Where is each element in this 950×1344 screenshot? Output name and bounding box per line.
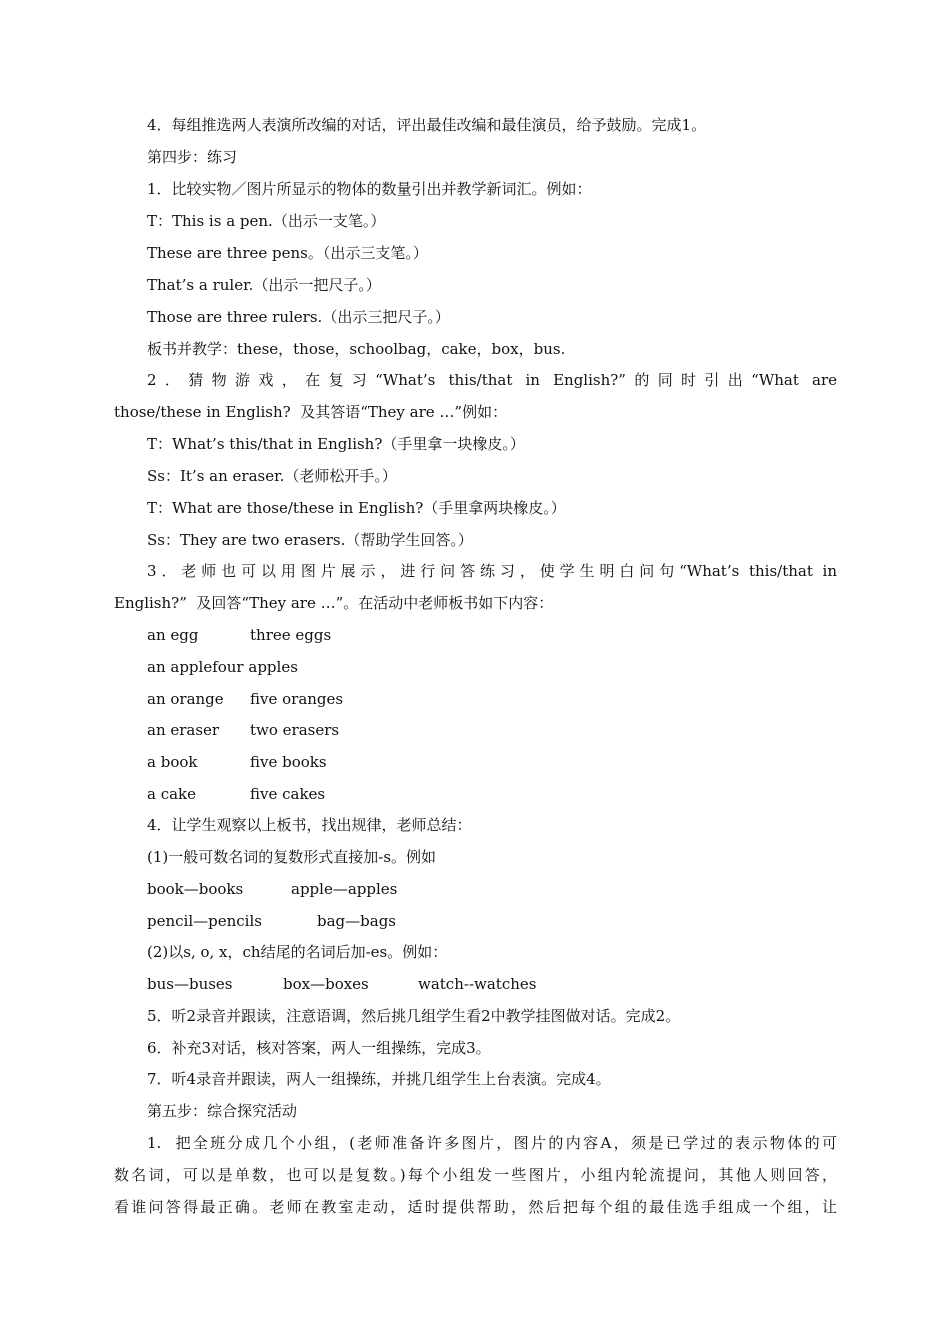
paragraph-line: 数名词，可以是单数，也可以是复数。)每个小组发一些图片，小组内轮流提问，其他人则回答，: [114, 1166, 837, 1184]
section-heading: 第五步：综合探究活动: [147, 1102, 298, 1120]
dialogue-line: Those are three rulers.（出示三把尺子。）: [147, 308, 450, 326]
dialogue-line: T：What’s this/that in English?（手里拿一块橡皮。）: [147, 435, 525, 453]
board-plural: five oranges: [250, 690, 344, 708]
paragraph-line: 4．让学生观察以上板书，找出规律，老师总结：: [147, 816, 472, 834]
paragraph-line: those/these in English? 及其答语“They are …”例如：: [114, 403, 508, 421]
board-singular: an orange: [147, 690, 224, 708]
board-plural: two erasers: [250, 721, 340, 739]
example-word: book—books: [147, 880, 244, 898]
paragraph-line: (2)以s, o, x，ch结尾的名词后加-es。例如：: [147, 943, 448, 961]
board-plural: five cakes: [250, 785, 326, 803]
paragraph-line: English?” 及回答“They are …”。在活动中老师板书如下内容：: [114, 594, 554, 612]
paragraph-line: 2．猜物游戏，在复习“What’s this/that in English?”的同时引出“What are: [147, 371, 837, 389]
board-singular: a book: [147, 753, 198, 771]
board-row: an applefour apples: [147, 658, 298, 676]
paragraph-line: (1)一般可数名词的复数形式直接加-s。例如: [147, 848, 437, 866]
board-singular: an eraser: [147, 721, 220, 739]
example-word: pencil—pencils: [147, 912, 262, 930]
dialogue-line: Ss：It’s an eraser.（老师松开手。）: [147, 467, 397, 485]
example-word: bus—buses: [147, 975, 233, 993]
paragraph-line: 1．比较实物／图片所显示的物体的数量引出并教学新词汇。例如：: [147, 180, 592, 198]
board-plural: five books: [250, 753, 327, 771]
example-word: watch--watches: [418, 975, 537, 993]
paragraph-line: 看谁问答得最正确。老师在教室走动，适时提供帮助，然后把每个组的最佳选手组成一个组，让: [114, 1198, 837, 1216]
board-singular: an egg: [147, 626, 199, 644]
example-word: box—boxes: [283, 975, 369, 993]
paragraph-line: 5．听2录音并跟读，注意语调，然后挑几组学生看2中教学挂图做对话。完成2。: [147, 1007, 681, 1025]
dialogue-line: T：This is a pen.（出示一支笔。）: [147, 212, 386, 230]
paragraph-line: 7．听4录音并跟读，两人一组操练，并挑几组学生上台表演。完成4。: [147, 1070, 611, 1088]
paragraph-line: 3．老师也可以用图片展示，进行问答练习，使学生明白问句“What’s this/that in: [147, 562, 837, 580]
paragraph-line: 1. 把全班分成几个小组，(老师准备许多图片，图片的内容A，须是已学过的表示物体的可: [147, 1134, 837, 1152]
example-word: bag—bags: [317, 912, 396, 930]
board-singular: a cake: [147, 785, 197, 803]
paragraph-line: 板书并教学：these，those，schoolbag，cake，box，bus.: [147, 340, 566, 358]
paragraph-line: 6．补充3对话，核对答案，两人一组操练，完成3。: [147, 1039, 491, 1057]
dialogue-line: That’s a ruler.（出示一把尺子。）: [147, 276, 381, 294]
example-word: apple—apples: [291, 880, 398, 898]
dialogue-line: These are three pens。（出示三支笔。）: [147, 244, 428, 262]
dialogue-line: Ss：They are two erasers.（帮助学生回答。）: [147, 531, 473, 549]
board-plural: three eggs: [250, 626, 332, 644]
dialogue-line: T：What are those/these in English?（手里拿两块橡皮。）: [147, 499, 566, 517]
paragraph-line: 4．每组推选两人表演所改编的对话，评出最佳改编和最佳演员，给予鼓励。完成1。: [147, 116, 707, 134]
section-heading: 第四步：练习: [147, 148, 238, 166]
